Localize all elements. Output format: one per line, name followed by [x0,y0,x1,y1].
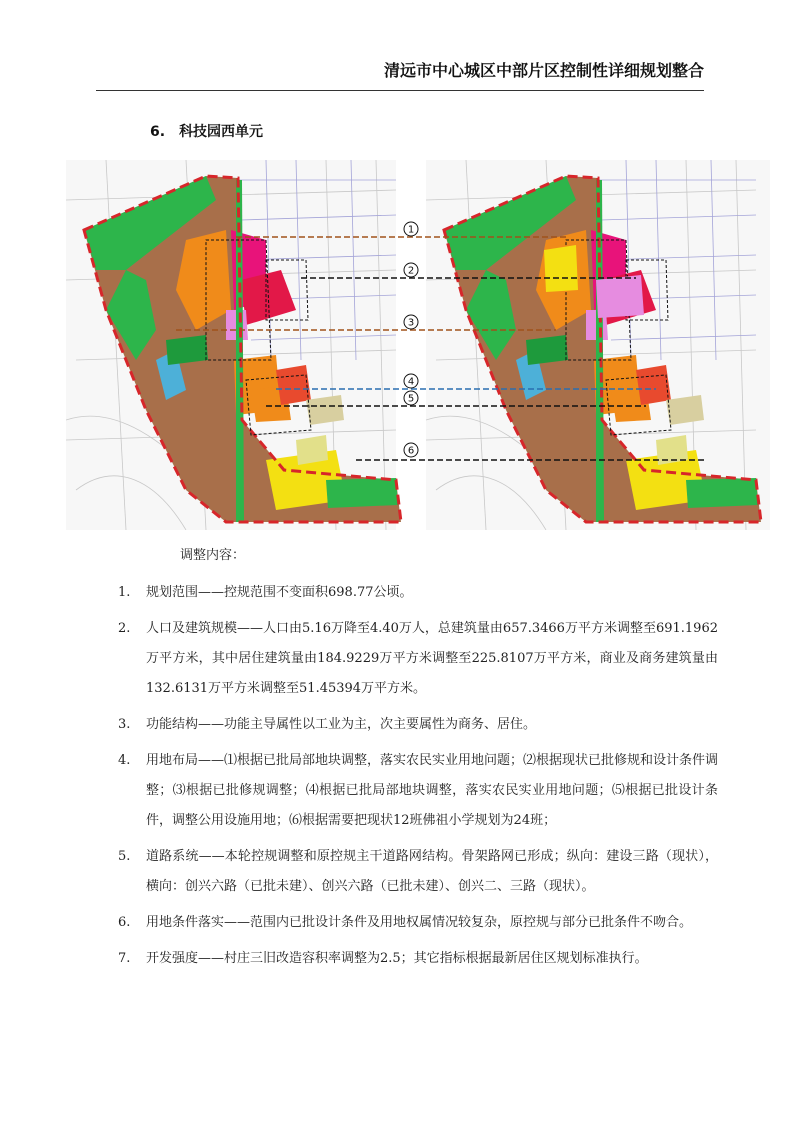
list-item-number: 3. [118,717,131,732]
list-item-number: 7. [118,951,131,966]
marker-2: 2 [407,265,415,277]
list-item [118,578,718,608]
header-divider [96,90,704,91]
list-item [118,710,718,740]
adjustment-content [118,546,718,980]
document-header-title: 清远市中心城区中部片区控制性详细规划整合 [383,61,704,80]
marker-3: 3 [407,317,415,329]
list-item [118,908,718,938]
list-item-text: 人口及建筑规模——人口由5.16万降至4.40万人，总建筑量由657.3466万平方米调整至691.1962万平方米，其中居住建筑量由184.9229万平方米调整至225.8107万平方米，商业及商务建筑量由132.6131万平方米调整至51.45394万平方米。 [146,621,718,696]
adjustment-list [118,578,718,974]
list-item-number: 6. [118,915,131,930]
list-item-number: 2. [118,621,131,636]
list-item-number: 5. [118,849,131,864]
section-heading [150,121,263,141]
list-item [118,842,718,902]
original-plan-map [66,160,401,530]
list-item-text: 开发强度——村庄三旧改造容积率调整为2.5；其它指标根据最新居住区规划标准执行。 [146,951,648,966]
list-item-number: 1. [118,585,131,600]
adjustment-intro: 调整内容： [180,548,246,563]
list-item-text: 道路系统——本轮控规调整和原控规主干道路网结构。骨架路网已形成；纵向：建设三路（现状），横向：创兴六路（已批未建）、创兴六路（已批未建）、创兴二、三路（现状）。 [146,849,718,894]
section-number: 6. [150,124,166,140]
marker-6: 6 [407,445,415,457]
list-item [118,944,718,974]
list-item-text: 用地条件落实——范围内已批设计条件及用地权属情况较复杂，原控规与部分已批条件不吻合。 [146,915,693,930]
marker-5: 5 [407,393,415,405]
marker-1: 1 [407,224,415,236]
list-item [118,746,718,836]
list-item [118,614,718,704]
list-item-text: 功能结构——功能主导属性以工业为主，次主要属性为商务、居住。 [146,717,537,732]
list-item-text: 规划范围——控规范围不变面积698.77公顷。 [146,585,413,600]
adjusted-plan-map [426,160,770,530]
marker-4: 4 [407,376,415,388]
section-title: 科技园西单元 [179,124,264,140]
planning-maps-comparison [66,160,770,530]
list-item-text: 用地布局——⑴根据已批局部地块调整，落实农民实业用地问题；⑵根据现状已批修规和设计条件调整；⑶根据已批修规调整；⑷根据已批局部地块调整，落实农民实业用地问题；⑸根据已批设计条件，调整公用设施用地；⑹根据需要把现状12班佛祖小学规划为24班； [146,753,719,828]
list-item-number: 4. [118,753,131,768]
